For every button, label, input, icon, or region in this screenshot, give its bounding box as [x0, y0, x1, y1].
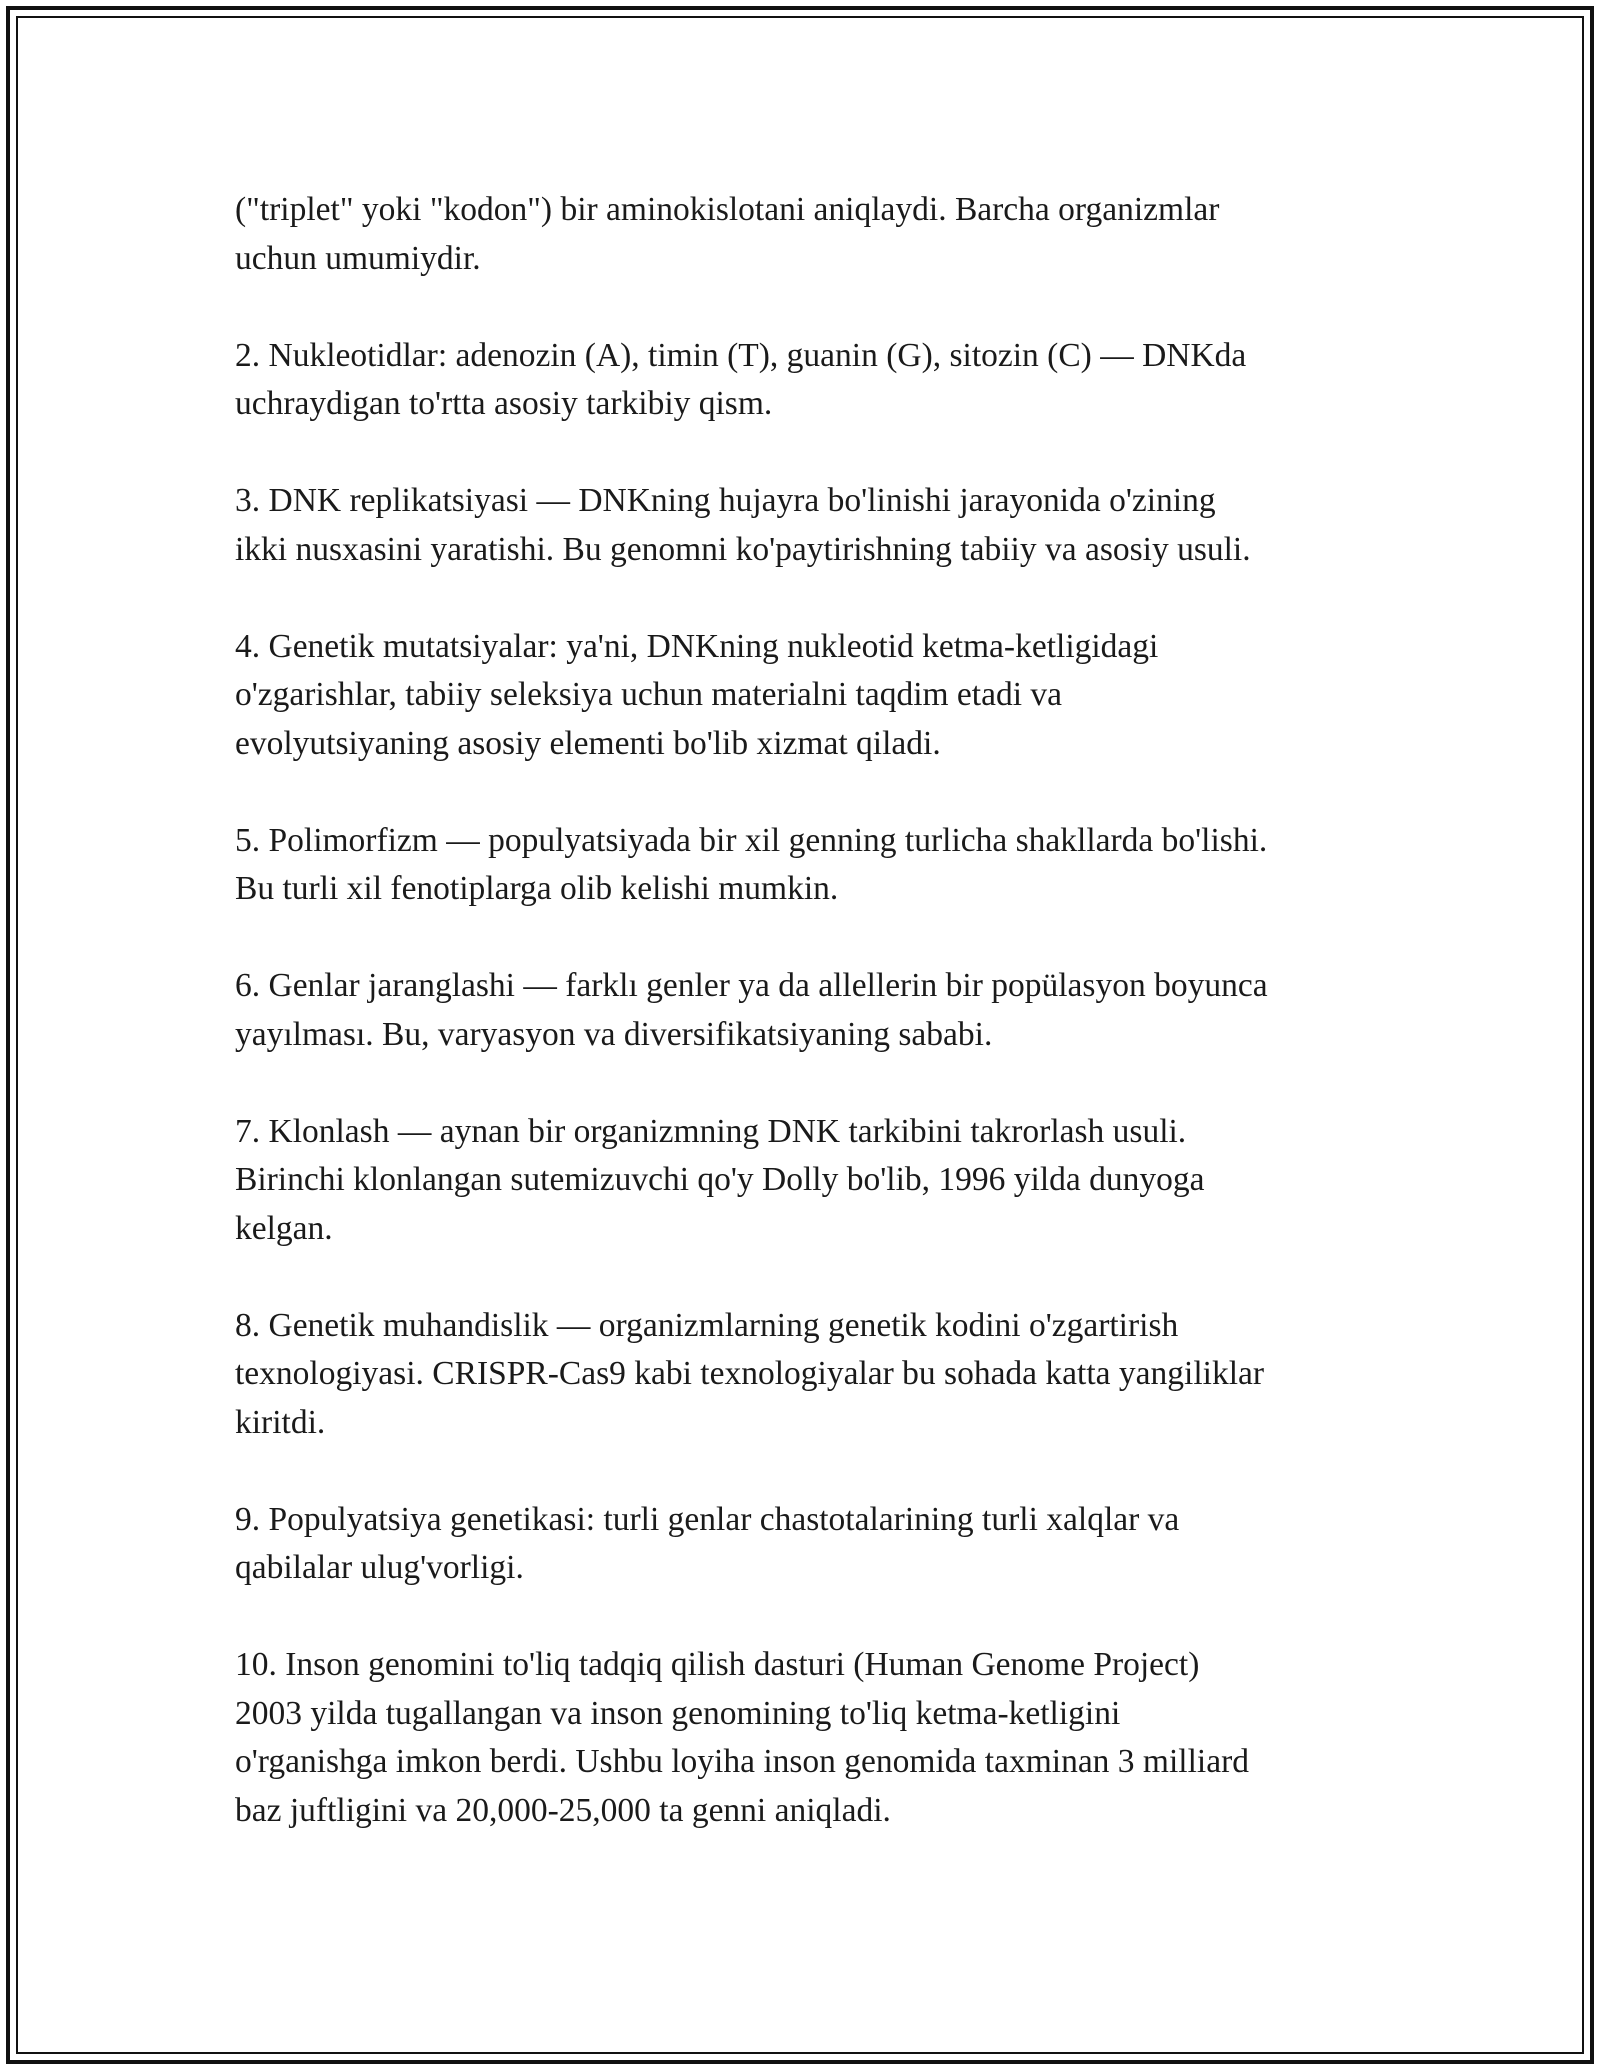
document-body — [235, 186, 1385, 1884]
paragraph-genetic-code: ("triplet" yoki "kodon") bir aminokislotani aniqlaydi. Barcha organizmlar uchun umumiydir. — [235, 191, 1220, 277]
paragraph-human-genome-project: 10. Inson genomini to'liq tadqiq qilish dasturi (Human Genome Project) 2003 yilda tugallangan va inson genomining to'liq ketma-ketligini o'rganishga imkon berdi. Ushbu loyiha inson genomida taxminan 3 milliard baz juftligini va 20,000-25,000 ta genni aniqladi. — [235, 1646, 1249, 1829]
paragraph-genetic-engineering: 8. Genetik muhandislik — organizmlarning genetik kodini o'zgartirish texnologiyasi. CRISPR-Cas9 kabi texnologiyalar bu sohada katta yangiliklar kiritdi. — [235, 1306, 1265, 1441]
paragraph-nucleotides: 2. Nukleotidlar: adenozin (A), timin (T), guanin (G), sitozin (C) — DNKda uchraydigan to'rtta asosiy tarkibiy qism. — [235, 336, 1247, 422]
paragraph-polymorphism: 5. Polimorfizm — populyatsiyada bir xil genning turlicha shakllarda bo'lishi. Bu turli xil fenotiplarga olib kelishi mumkin. — [235, 821, 1268, 907]
paragraph-population-genetics: 9. Populyatsiya genetikasi: turli genlar chastotalarining turli xalqlar va qabilalar ulug'vorligi. — [235, 1500, 1180, 1586]
paragraph-dna-replication: 3. DNK replikatsiyasi — DNKning hujayra bo'linishi jarayonida o'zining ikki nusxasini yaratishi. Bu genomni ko'paytirishning tabiiy va asosiy usuli. — [235, 482, 1251, 568]
paragraph-gene-flow: 6. Genlar jaranglashi — farklı genler ya da allellerin bir popülasyon boyunca yayılması. Bu, varyasyon va diversifikatsiyaning sababi. — [235, 967, 1268, 1053]
paragraph-cloning: 7. Klonlash — aynan bir organizmning DNK tarkibini takrorlash usuli. Birinchi klonlangan sutemizuvchi qo'y Dolly bo'lib, 1996 yilda dunyoga kelgan. — [235, 1112, 1205, 1247]
paragraph-genetic-mutations: 4. Genetik mutatsiyalar: ya'ni, DNKning nukleotid ketma-ketligidagi o'zgarishlar, tabiiy seleksiya uchun materialni taqdim etadi va evolyutsiyaning asosiy elementi bo'lib xizmat qiladi. — [235, 627, 1159, 762]
